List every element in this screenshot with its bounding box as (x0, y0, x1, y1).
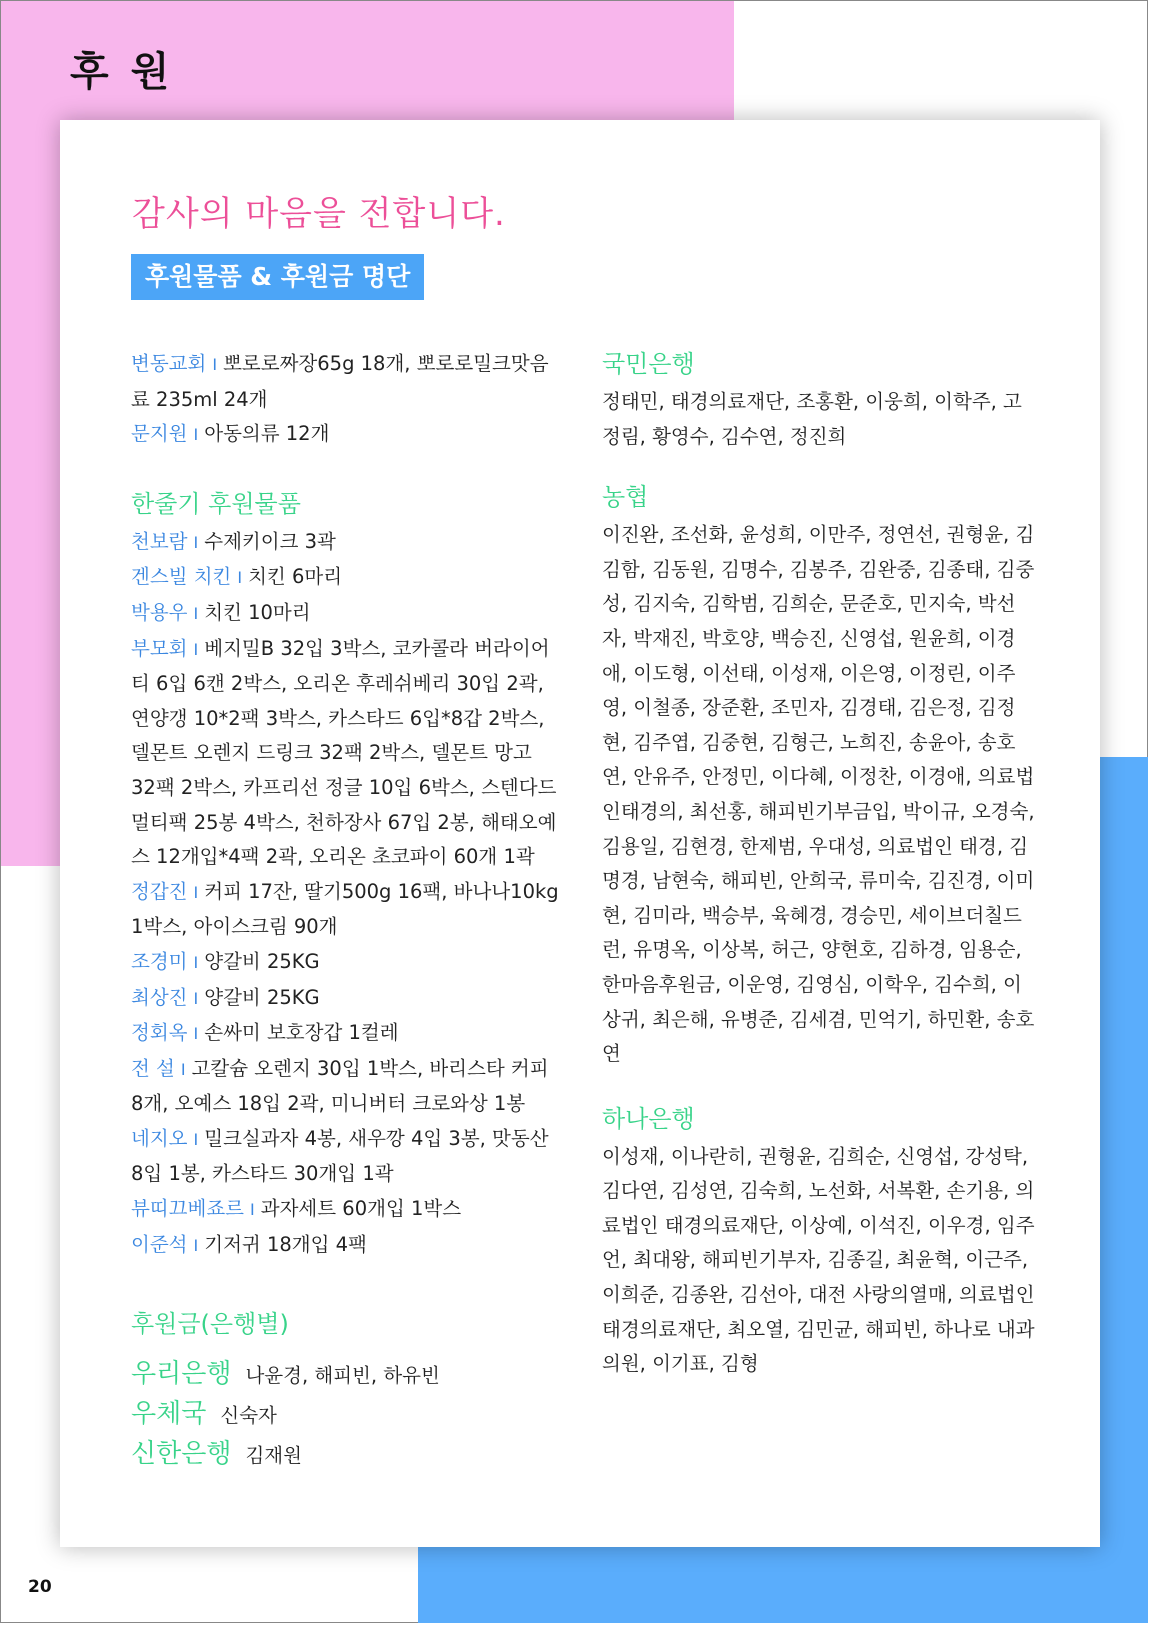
donor-name: 문지원 (131, 422, 188, 446)
donation-entry (131, 945, 561, 981)
donation-items: 고칼슘 오렌지 30입 1박스, 바리스타 커피 8개, 오예스 18입 2곽, 미니버터 크로와상 1봉 (131, 1056, 549, 1116)
list-title-badge: 후원물품 & 후원금 명단 (131, 254, 424, 300)
bank-donors: 김재원 (245, 1444, 302, 1468)
donation-entry (131, 347, 561, 417)
separator: I (193, 532, 199, 552)
separator: I (237, 568, 243, 588)
separator: I (193, 1129, 199, 1149)
donation-items: 치킨 10마리 (204, 600, 311, 624)
bank-name: 신한은행 (131, 1439, 232, 1470)
donation-entry (131, 1122, 561, 1192)
donation-entry (131, 417, 561, 453)
donation-items: 밀크실과자 4봉, 새우깡 4입 3봉, 맛동산 8입 1봉, 카스타드 30개입 1곽 (131, 1126, 549, 1186)
separator: I (193, 603, 199, 623)
bank-row (131, 1395, 561, 1435)
donation-items: 양갈비 25KG (204, 949, 320, 973)
separator: I (193, 1024, 199, 1044)
donation-items: 과자세트 60개입 1박스 (260, 1197, 462, 1221)
separator: I (250, 1200, 255, 1220)
donor-name: 겐스빌 치킨 (131, 565, 232, 589)
page-number: 20 (28, 1577, 52, 1597)
separator: I (193, 639, 199, 659)
hanjulgi-title: 한줄기 후원물품 (131, 489, 301, 518)
donation-entry (131, 1228, 561, 1264)
donation-items: 기저귀 18개입 4팩 (204, 1232, 367, 1256)
donor-name: 정회옥 (131, 1021, 188, 1045)
donor-name: 뷰띠끄베죠르 (131, 1197, 245, 1221)
donor-name: 부모회 (131, 636, 188, 660)
bank-row (131, 1355, 561, 1395)
donation-items: 베지밀B 32입 3박스, 코카콜라 버라이어티 6입 6캔 2박스, 오리온 후레쉬베리 30입 2곽, 연양갱 10*2팩 3박스, 카스타드 6입*8갑 2박스, 델몬트 오렌지 드링크 32팩 2박스, 델몬트 망고 32팩 2박스, 카프리선 정글 10입 6박스, 스텐다드 멀티팩 25봉 4박스, 천하장사 67입 2봉, 해태오예스 12개입*4팩 2곽, 오리온 초코파이 60개 1곽 (131, 636, 557, 869)
donation-entry (131, 525, 561, 561)
separator: I (180, 1059, 186, 1079)
donor-name: 박용우 (131, 600, 188, 624)
separator: I (193, 882, 199, 902)
donation-items: 커피 17잔, 딸기500g 16팩, 바나나10kg 1박스, 아이스크림 90개 (131, 879, 559, 939)
donation-items: 치킨 6마리 (248, 565, 343, 589)
donation-entry (131, 875, 561, 945)
bank-group-donors: 이진완, 조선화, 윤성희, 이만주, 정연선, 권형윤, 김김함, 김동원, 김명수, 김봉주, 김완중, 김종태, 김중성, 김지숙, 김학범, 김희순, 문준호, 민지숙, 박선자, 박재진, 박호양, 백승진, 신영섭, 원윤희, 이경애, 이도형, 이선태, 이성재, 이은영, 이정린, 이주영, 이철종, 장준환, 조민자, 김경태, 김은정, 김정현, 김주엽, 김중현, 김형근, 노희진, 송윤아, 송호연, 안유주, 안정민, 이다혜, 이정찬, 이경애, 의료법인태경의, 최선홍, 해피빈기부금입, 박이규, 오경숙, 김용일, 김현경, 한제범, 우대성, 의료법인 태경, 김명경, 남현숙, 해피빈, 안희국, 류미숙, 김진경, 이미현, 김미라, 백승부, 육혜경, 경승민, 세이브더칠드런, 유명옥, 이상복, 허근, 양현호, 김하경, 임용순, 한마음후원금, 이운영, 김영심, 이학우, 김수희, 이상귀, 최은해, 유병준, 김세겸, 민억기, 하민환, 송호연 (602, 523, 1035, 1066)
bank-donors: 나윤경, 해피빈, 하유빈 (245, 1364, 440, 1388)
bank-group-title: 국민은행 (602, 350, 695, 378)
bank-row (131, 1435, 561, 1475)
donor-name: 변동교회 (131, 352, 207, 375)
bank-name: 우리은행 (131, 1359, 232, 1390)
donor-name: 천보람 (131, 529, 188, 553)
donor-name: 정갑진 (131, 879, 188, 903)
donation-items: 양갈비 25KG (204, 985, 320, 1009)
donor-name: 이준석 (131, 1232, 188, 1256)
donation-items: 아동의류 12개 (204, 422, 330, 446)
donation-entry (131, 1052, 561, 1122)
donation-entry (131, 1016, 561, 1052)
donation-entry (131, 560, 561, 596)
donation-entry (131, 1192, 561, 1228)
bank-name: 우체국 (131, 1399, 207, 1430)
hanjulgi-list (131, 525, 561, 1263)
section-title: 후 원 (70, 49, 174, 95)
page-heading: 감사의 마음을 전합니다. (132, 194, 506, 234)
left-column (131, 347, 561, 1475)
separator: I (193, 425, 199, 445)
bank-group-donors: 정태민, 태경의료재단, 조홍환, 이웅희, 이학주, 고정림, 황영수, 김수연, 정진희 (602, 390, 1022, 448)
donor-name: 네지오 (131, 1126, 188, 1150)
bank-donation-list (131, 1355, 561, 1475)
donation-entry (131, 596, 561, 632)
separator: I (193, 988, 199, 1008)
intro-list (131, 347, 561, 453)
bank-donors: 신숙자 (220, 1404, 277, 1428)
donation-by-bank-title: 후원금(은행별) (131, 1310, 289, 1339)
donation-entry (131, 632, 561, 875)
separator: I (212, 355, 218, 374)
donation-entry (131, 981, 561, 1017)
donor-name: 전 설 (131, 1056, 175, 1080)
donor-name: 최상진 (131, 985, 188, 1009)
separator: I (193, 952, 199, 972)
donation-items: 수제키이크 3곽 (204, 529, 336, 553)
donation-items: 뽀로로짜장65g 18개, 뽀로로밀크맛음료 235ml 24개 (131, 352, 549, 411)
bank-group-donors: 이성재, 이나란히, 권형윤, 김희순, 신영섭, 강성탁, 김다연, 김성연, 김숙희, 노선화, 서복환, 손기용, 의료법인 태경의료재단, 이상예, 이석진, 이우경, 임주언, 최대왕, 해피빈기부자, 김종길, 최윤혁, 이근주, 이희준, 김종완, 김선아, 대전 사랑의열매, 의료법인 태경의료재단, 최오열, 김민균, 해피빈, 하나로 내과의원, 이기표, 김형 (602, 1144, 1035, 1376)
content-card (60, 120, 1100, 1547)
bank-group-title: 농협 (602, 483, 649, 512)
donor-name: 조경미 (131, 949, 188, 973)
separator: I (193, 1235, 199, 1255)
right-column (602, 347, 1038, 1382)
bank-group-title: 하나은행 (602, 1104, 695, 1133)
donation-items: 손싸미 보호장갑 1컬레 (204, 1021, 399, 1045)
